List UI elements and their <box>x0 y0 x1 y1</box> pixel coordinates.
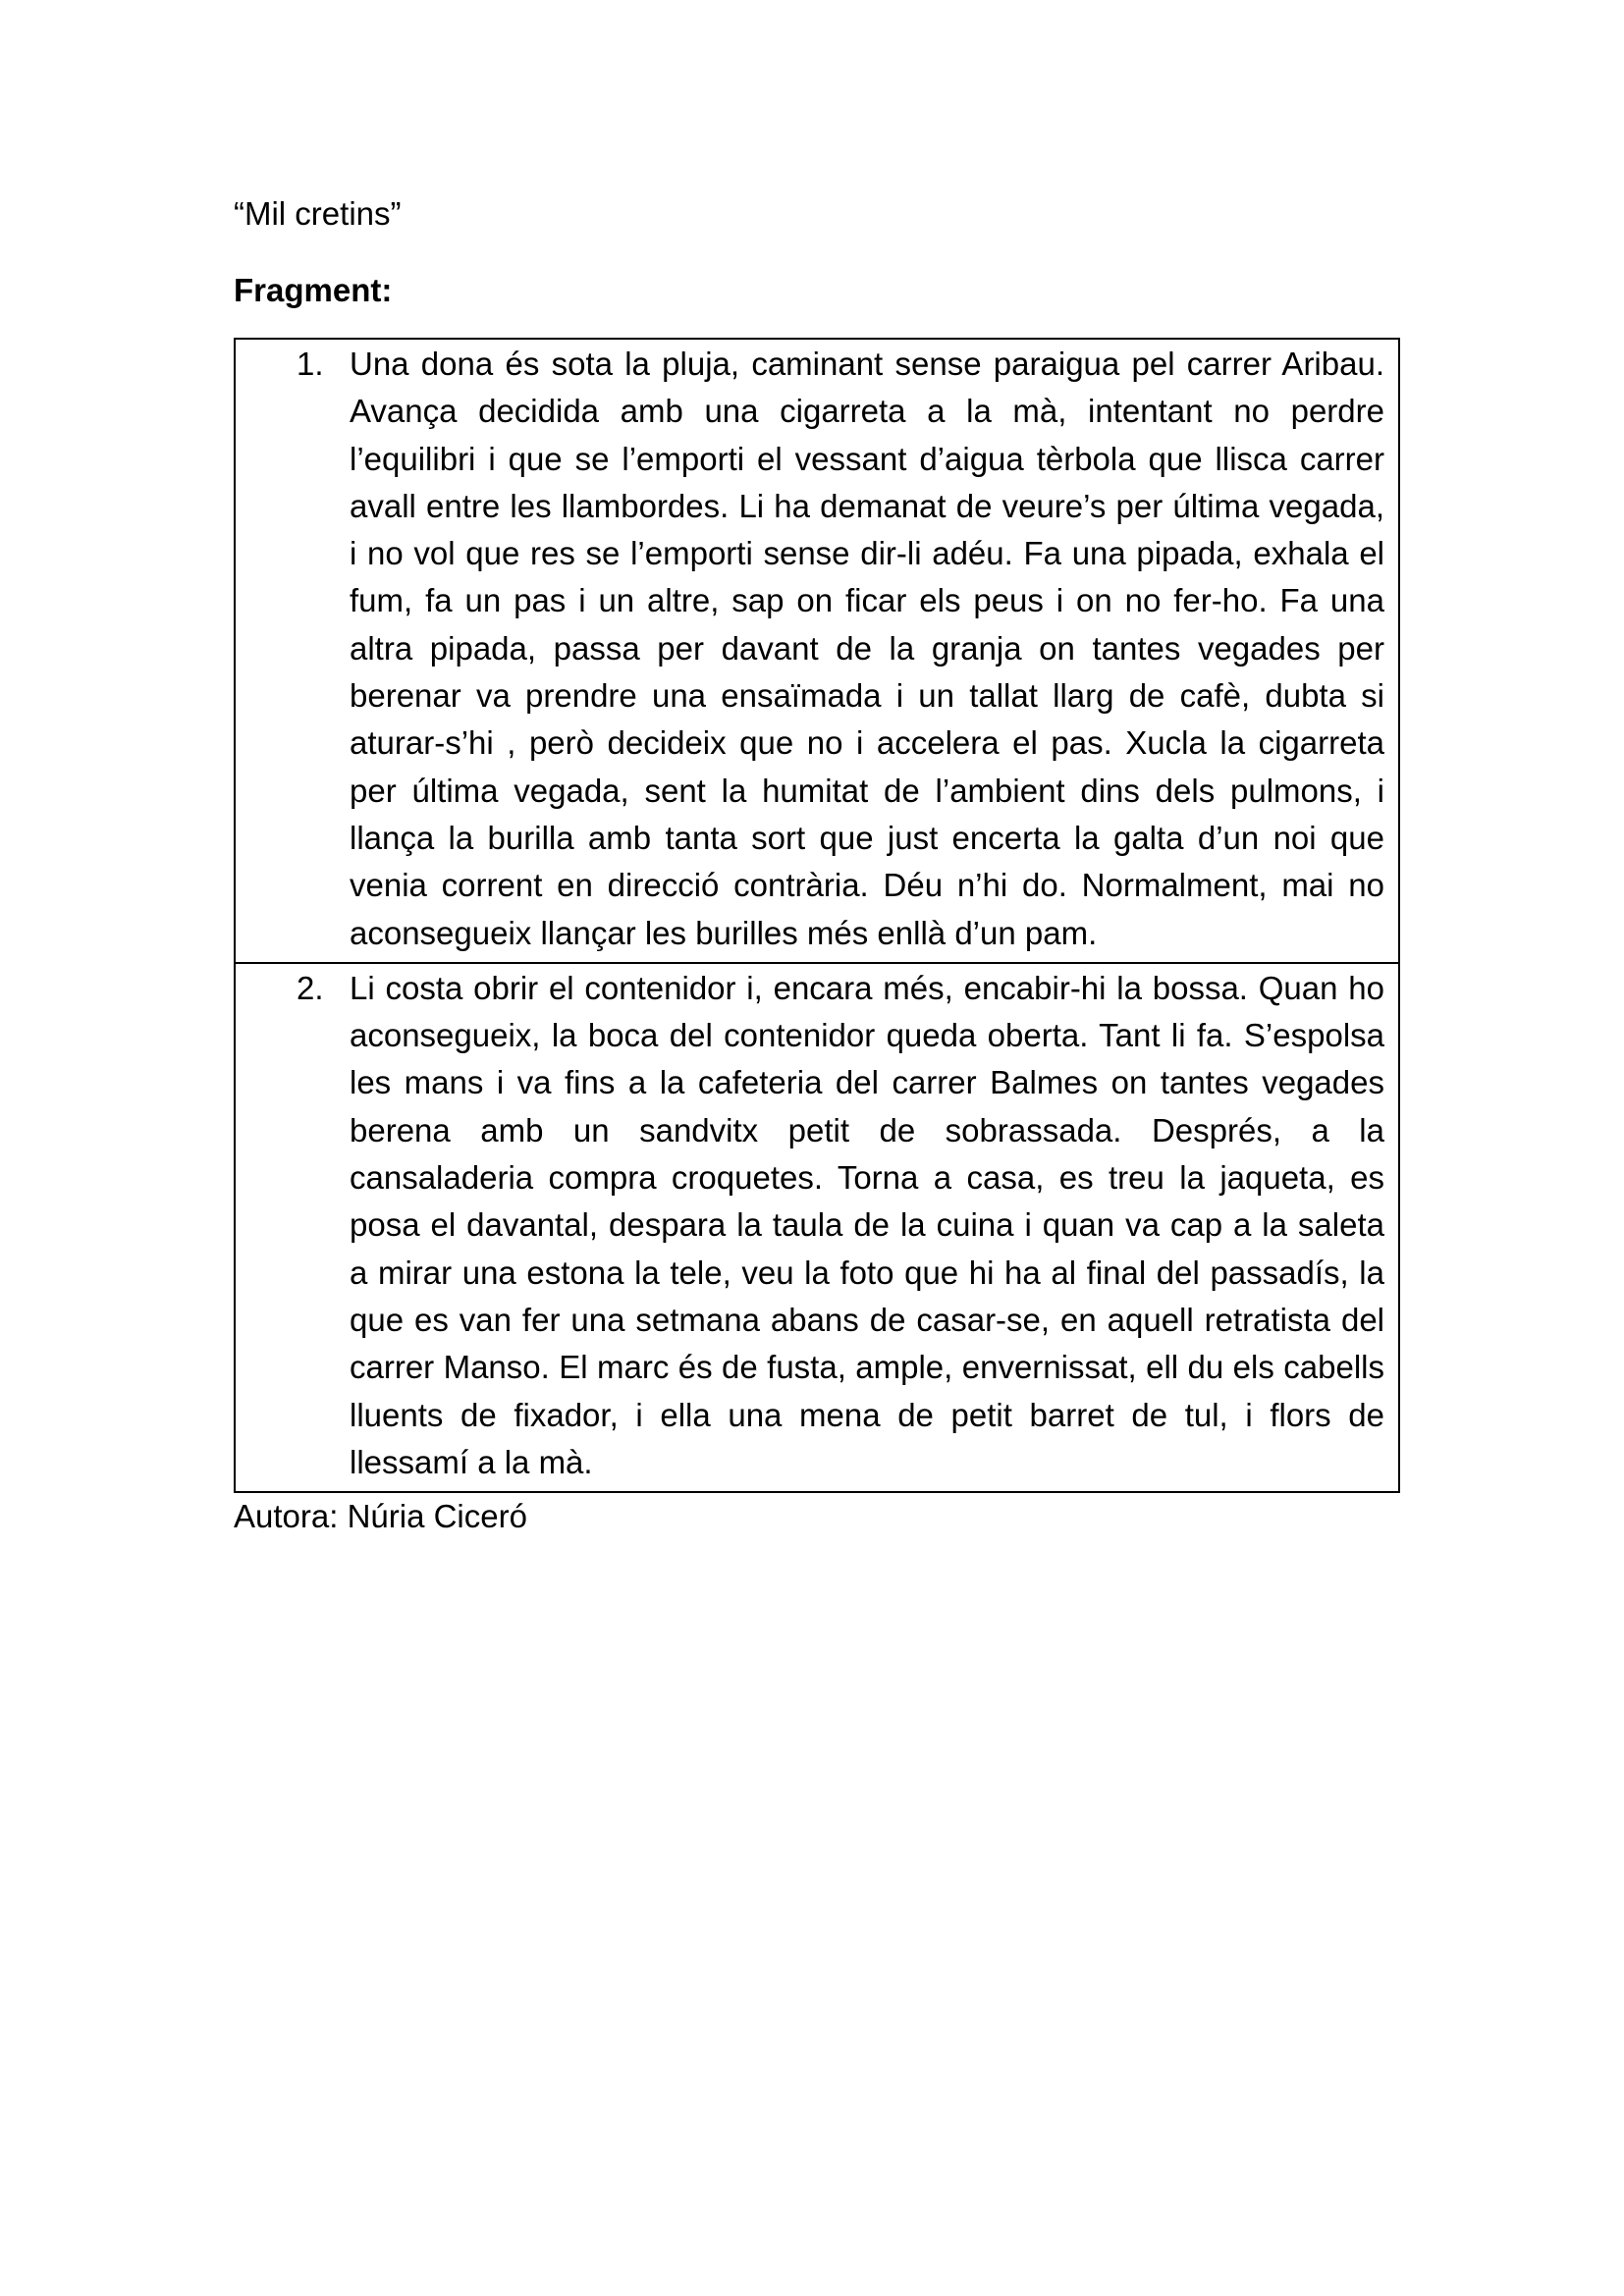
fragment-text: Li costa obrir el contenidor i, encara més, encabir-hi la bossa. Quan ho aconsegueix, la boca del contenidor queda oberta. Tant li fa. S’espolsa les mans i va fins a la cafeteria del carrer Balmes on tantes vegades berena amb un sandvitx petit de sobrassada. Després, a la cansaladeria compra croquetes. Torna a casa, es treu la jaqueta, es posa el davantal, despara la taula de la cuina i quan va cap a la saleta a mirar una estona la tele, veu la foto que hi ha al final del passadís, la que es van fer una setmana abans de casar-se, en aquell retratista del carrer Manso. El marc és de fusta, ample, envernissat, ell du els cabells lluents de fixador, i ella una mena de petit barret de tul, i flors de llessamí a la mà. <box>350 969 1384 1480</box>
item-number: 2. <box>297 969 324 1006</box>
author-line: Autora: Núria Ciceró <box>234 1498 527 1535</box>
fragment-row <box>235 963 1399 1492</box>
fragment-text: Una dona és sota la pluja, caminant sense paraigua pel carrer Aribau. Avança decidida amb una cigarreta a la mà, intentant no perdre l’equilibri i que se l’emporti el vessant d’aigua tèrbola que llisca carrer avall entre les llambordes. Li ha demanat de veure’s per última vegada, i no vol que res se l’emporti sense dir-li adéu. Fa una pipada, exhala el fum, fa un pas i un altre, sap on ficar els peus i on no fer-ho. Fa una altra pipada, passa per davant de la granja on tantes vegades per berenar va prendre una ensaïmada i un tallat llarg de cafè, dubta si aturar-s’hi , però decideix que no i accelera el pas. Xucla la cigarreta per última vegada, sent la humitat de l’ambient dins dels pulmons, i llança la burilla amb tanta sort que just encerta la galta d’un noi que venia corrent en direcció contrària. Déu n’hi do. Normalment, mai no aconsegueix llançar les burilles més enllà d’un pam. <box>350 346 1384 951</box>
fragment-cell <box>235 963 1399 1492</box>
fragment-row <box>235 339 1399 963</box>
item-number: 1. <box>297 346 324 382</box>
page-title: “Mil cretins” <box>234 195 402 232</box>
fragment-heading: Fragment: <box>234 272 393 308</box>
fragment-cell <box>235 339 1399 963</box>
fragment-table <box>234 338 1400 1493</box>
